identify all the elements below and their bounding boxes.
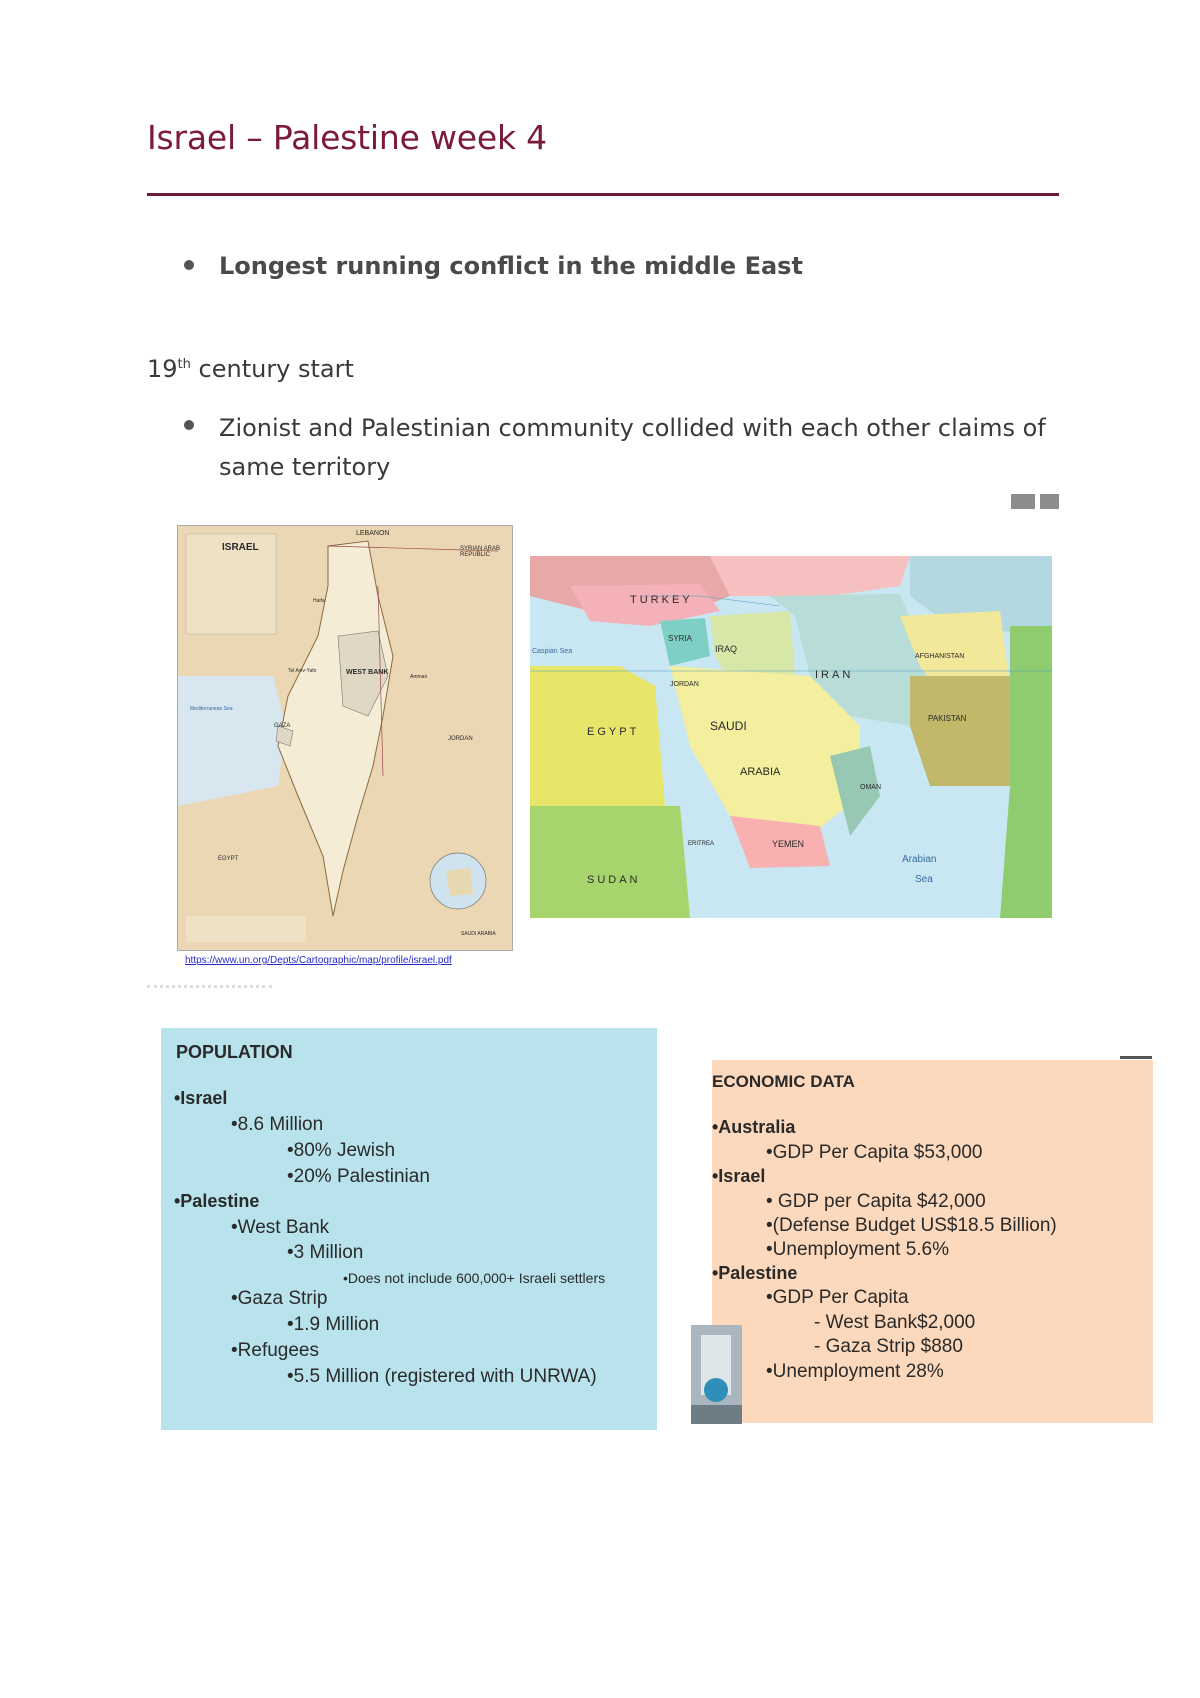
bullet-text-conflict: Longest running conflict in the middle East <box>219 252 803 280</box>
map-label: TURKEY <box>630 594 693 606</box>
map-label: ARABIA <box>740 766 781 778</box>
population-west-bank-total: •3 Million <box>287 1242 364 1263</box>
map-label: Arabian <box>902 854 937 865</box>
population-israel: •Israel <box>174 1088 228 1108</box>
bullet-icon <box>184 420 194 430</box>
population-gaza-total: •1.9 Million <box>287 1314 380 1335</box>
map-label: WEST BANK <box>346 669 389 676</box>
economic-heading: ECONOMIC DATA <box>712 1072 855 1091</box>
map-label: JORDAN <box>448 736 473 742</box>
faint-divider <box>147 985 272 988</box>
title-divider <box>147 193 1059 196</box>
map-label: EGYPT <box>587 726 640 738</box>
map-label: Sea <box>915 874 933 885</box>
economic-il-gdp: • GDP per Capita $42,000 <box>766 1191 986 1212</box>
map-label: AFGHANISTAN <box>915 653 965 660</box>
population-refugees: •Refugees <box>231 1340 319 1361</box>
map-label: Haifa <box>313 598 325 604</box>
population-west-bank: •West Bank <box>231 1217 330 1238</box>
economic-israel: •Israel <box>712 1166 766 1186</box>
map-label: OMAN <box>860 784 881 791</box>
page-title: Israel – Palestine week 4 <box>147 118 547 157</box>
map-label: Tel Aviv-Yafo <box>288 668 317 674</box>
map-label: GAZA <box>274 723 291 729</box>
population-palestinian: •20% Palestinian <box>287 1166 430 1187</box>
panel-edge-mark <box>1120 1056 1152 1059</box>
map-label: YEMEN <box>772 839 805 849</box>
century-suffix: th <box>177 357 191 372</box>
map-label: SUDAN <box>587 874 641 886</box>
thumbnail-graphic <box>691 1325 742 1424</box>
population-settlers-note: •Does not include 600,000+ Israeli settlers <box>343 1270 606 1286</box>
israel-map-image <box>177 525 513 951</box>
map-label: LEBANON <box>356 530 390 537</box>
economic-palestine: •Palestine <box>712 1263 798 1283</box>
economic-au-gdp: •GDP Per Capita $53,000 <box>766 1142 983 1163</box>
heading-rest: century start <box>190 355 354 383</box>
map-label: ERITREA <box>688 841 715 847</box>
bullet-icon <box>184 260 194 270</box>
map-label: SAUDI ARABIA <box>461 931 496 937</box>
population-palestine: •Palestine <box>174 1191 260 1211</box>
map-label: SAUDI <box>710 719 747 733</box>
map-label: Mediterranean Sea <box>190 706 233 712</box>
economic-il-defense: •(Defense Budget US$18.5 Billion) <box>766 1215 1057 1236</box>
economic-ps-unemployment: •Unemployment 28% <box>766 1361 944 1382</box>
map-label: Amman <box>410 674 428 680</box>
map-label: Caspian Sea <box>532 648 573 655</box>
economic-australia: •Australia <box>712 1117 796 1137</box>
bullet-text-claims: Zionist and Palestinian community collided with each other claims of same territory <box>219 414 1046 481</box>
population-israel-total: •8.6 Million <box>231 1114 324 1135</box>
layout-options-icon[interactable] <box>1011 494 1035 509</box>
population-jewish: •80% Jewish <box>287 1140 396 1161</box>
population-panel <box>161 1028 657 1430</box>
century-number: 19 <box>147 355 178 383</box>
close-image-icon[interactable] <box>1040 494 1059 509</box>
population-heading: POPULATION <box>176 1042 293 1062</box>
map-label: IRAQ <box>715 644 738 654</box>
section-heading <box>147 355 354 383</box>
map-label: IRAN <box>815 669 854 681</box>
economic-il-unemployment: •Unemployment 5.6% <box>766 1239 950 1260</box>
map-label: EGYPT <box>218 856 239 862</box>
economic-panel <box>712 1060 1153 1423</box>
map-label: JORDAN <box>670 681 699 688</box>
map-label: PAKISTAN <box>928 714 967 723</box>
population-gaza: •Gaza Strip <box>231 1288 328 1309</box>
economic-ps-west-bank: - West Bank$2,000 <box>814 1312 976 1333</box>
map-label: SYRIA <box>668 634 693 643</box>
map-title-label: ISRAEL <box>222 542 259 553</box>
presenter-thumbnail-image <box>691 1325 742 1424</box>
middle-east-map-image <box>530 556 1052 918</box>
economic-ps-gaza: - Gaza Strip $880 <box>814 1336 963 1357</box>
economic-ps-gdp: •GDP Per Capita <box>766 1287 909 1308</box>
map-label: SYRIAN ARAB REPUBLIC <box>460 546 501 558</box>
map-source-link[interactable]: https://www.un.org/Depts/Cartographic/map/profile/israel.pdf <box>185 955 452 966</box>
population-refugees-total: •5.5 Million (registered with UNRWA) <box>287 1366 597 1387</box>
